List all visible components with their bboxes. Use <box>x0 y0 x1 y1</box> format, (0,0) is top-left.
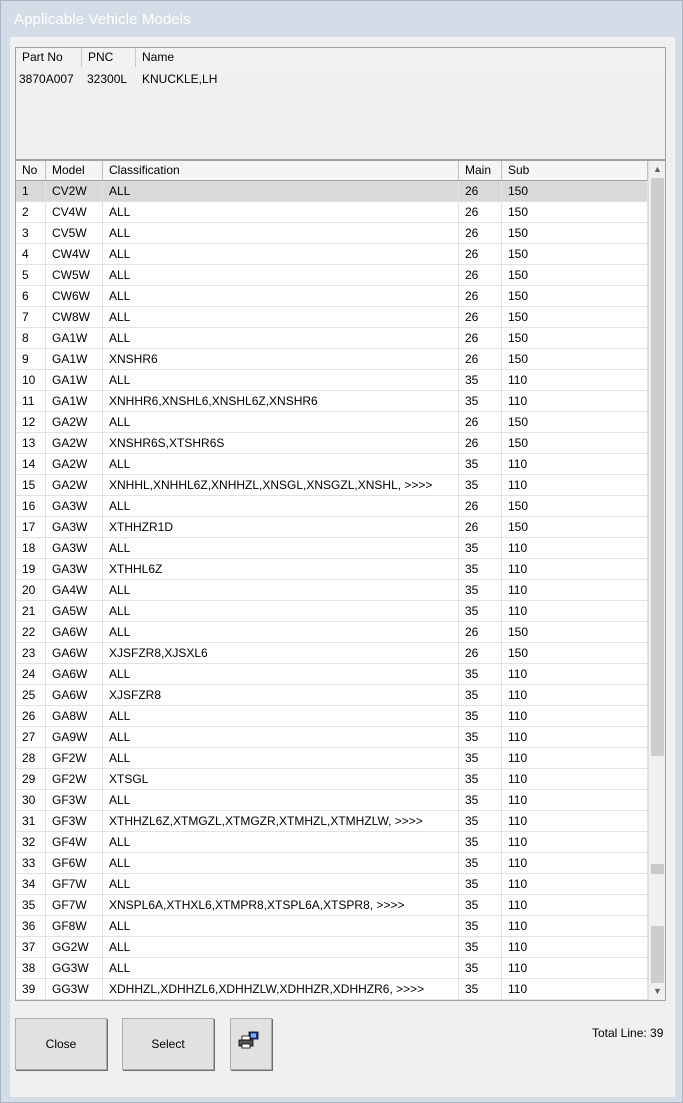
row-main-cell: 26 <box>459 622 502 642</box>
row-model-cell: GA3W <box>46 517 103 537</box>
row-main-cell: 35 <box>459 979 502 999</box>
table-row[interactable] <box>16 685 648 706</box>
row-main-cell: 35 <box>459 937 502 957</box>
row-sub-cell: 150 <box>502 349 648 369</box>
scrollbar-thumb[interactable] <box>651 178 664 756</box>
row-main-cell: 35 <box>459 832 502 852</box>
table-row[interactable] <box>16 370 648 391</box>
row-classification-cell: XNSHR6 <box>103 349 459 369</box>
row-classification-cell: ALL <box>103 454 459 474</box>
vertical-scrollbar[interactable] <box>648 161 665 1000</box>
row-no-cell: 27 <box>16 727 46 747</box>
row-model-cell: GG2W <box>46 937 103 957</box>
row-model-cell: GA1W <box>46 391 103 411</box>
table-row[interactable] <box>16 559 648 580</box>
row-model-cell: CW6W <box>46 286 103 306</box>
row-no-cell: 15 <box>16 475 46 495</box>
row-no-cell: 9 <box>16 349 46 369</box>
row-main-cell: 26 <box>459 433 502 453</box>
row-model-cell: GA3W <box>46 538 103 558</box>
row-no-cell: 14 <box>16 454 46 474</box>
row-no-cell: 30 <box>16 790 46 810</box>
row-sub-cell: 110 <box>502 832 648 852</box>
sub-column-header[interactable]: Sub <box>502 161 648 181</box>
table-row[interactable] <box>16 916 648 937</box>
part-no-value: 3870A007 <box>19 72 74 86</box>
row-sub-cell: 110 <box>502 685 648 705</box>
table-row[interactable] <box>16 328 648 349</box>
row-main-cell: 26 <box>459 244 502 264</box>
table-row[interactable] <box>16 874 648 895</box>
row-model-cell: GA6W <box>46 685 103 705</box>
table-row[interactable] <box>16 790 648 811</box>
row-no-cell: 20 <box>16 580 46 600</box>
table-row[interactable] <box>16 496 648 517</box>
row-main-cell: 26 <box>459 349 502 369</box>
row-no-cell: 18 <box>16 538 46 558</box>
row-sub-cell: 110 <box>502 958 648 978</box>
row-main-cell: 26 <box>459 286 502 306</box>
table-row[interactable] <box>16 727 648 748</box>
table-row[interactable] <box>16 223 648 244</box>
row-model-cell: GA6W <box>46 622 103 642</box>
row-classification-cell: XNSHR6S,XTSHR6S <box>103 433 459 453</box>
row-main-cell: 35 <box>459 790 502 810</box>
row-model-cell: GA1W <box>46 349 103 369</box>
table-row[interactable] <box>16 937 648 958</box>
row-no-cell: 33 <box>16 853 46 873</box>
row-main-cell: 35 <box>459 706 502 726</box>
row-model-cell: GA4W <box>46 580 103 600</box>
row-model-cell: GF2W <box>46 769 103 789</box>
table-row[interactable] <box>16 286 648 307</box>
row-main-cell: 26 <box>459 181 502 201</box>
part-name-value: KNUCKLE,LH <box>142 72 218 86</box>
row-sub-cell: 110 <box>502 454 648 474</box>
row-model-cell: GA3W <box>46 496 103 516</box>
row-classification-cell: ALL <box>103 370 459 390</box>
row-classification-cell: ALL <box>103 937 459 957</box>
row-main-cell: 26 <box>459 223 502 243</box>
row-classification-cell: ALL <box>103 580 459 600</box>
row-classification-cell: XDHHZL,XDHHZL6,XDHHZLW,XDHHZR,XDHHZR6, >>>> <box>103 979 459 999</box>
row-main-cell: 26 <box>459 517 502 537</box>
table-row[interactable] <box>16 706 648 727</box>
dialog-client-area <box>10 37 675 1097</box>
table-row[interactable] <box>16 538 648 559</box>
row-classification-cell: ALL <box>103 202 459 222</box>
table-row[interactable] <box>16 601 648 622</box>
row-no-cell: 24 <box>16 664 46 684</box>
row-main-cell: 35 <box>459 874 502 894</box>
row-main-cell: 35 <box>459 895 502 915</box>
row-model-cell: GF7W <box>46 895 103 915</box>
row-sub-cell: 110 <box>502 727 648 747</box>
row-classification-cell: ALL <box>103 832 459 852</box>
row-main-cell: 35 <box>459 370 502 390</box>
row-main-cell: 35 <box>459 391 502 411</box>
window-title: Applicable Vehicle Models <box>14 11 191 28</box>
row-model-cell: GF8W <box>46 916 103 936</box>
row-classification-cell: ALL <box>103 958 459 978</box>
row-classification-cell: ALL <box>103 601 459 621</box>
print-button[interactable] <box>230 1018 272 1070</box>
table-row[interactable] <box>16 643 648 664</box>
row-sub-cell: 110 <box>502 874 648 894</box>
row-sub-cell: 110 <box>502 601 648 621</box>
row-classification-cell: XNHHL,XNHHL6Z,XNHHZL,XNSGL,XNSGZL,XNSHL, >>>> <box>103 475 459 495</box>
row-no-cell: 17 <box>16 517 46 537</box>
row-no-cell: 37 <box>16 937 46 957</box>
table-row[interactable] <box>16 454 648 475</box>
title-bar[interactable] <box>2 2 681 31</box>
row-main-cell: 35 <box>459 748 502 768</box>
row-classification-cell: ALL <box>103 916 459 936</box>
row-no-cell: 4 <box>16 244 46 264</box>
table-row[interactable] <box>16 202 648 223</box>
row-main-cell: 35 <box>459 580 502 600</box>
row-no-cell: 36 <box>16 916 46 936</box>
row-main-cell: 35 <box>459 559 502 579</box>
row-sub-cell: 110 <box>502 370 648 390</box>
row-main-cell: 26 <box>459 643 502 663</box>
row-sub-cell: 110 <box>502 769 648 789</box>
table-row[interactable] <box>16 391 648 412</box>
row-sub-cell: 110 <box>502 937 648 957</box>
pnc-column-header[interactable]: PNC <box>82 48 136 67</box>
row-model-cell: GG3W <box>46 979 103 999</box>
row-sub-cell: 110 <box>502 559 648 579</box>
row-model-cell: GA2W <box>46 412 103 432</box>
row-classification-cell: XNHHR6,XNSHL6,XNSHL6Z,XNSHR6 <box>103 391 459 411</box>
row-sub-cell: 150 <box>502 328 648 348</box>
table-row[interactable] <box>16 475 648 496</box>
row-no-cell: 12 <box>16 412 46 432</box>
row-model-cell: GA6W <box>46 664 103 684</box>
table-row[interactable] <box>16 664 648 685</box>
row-main-cell: 26 <box>459 265 502 285</box>
row-model-cell: CV2W <box>46 181 103 201</box>
row-model-cell: CW4W <box>46 244 103 264</box>
row-classification-cell: ALL <box>103 748 459 768</box>
row-main-cell: 35 <box>459 454 502 474</box>
row-no-cell: 3 <box>16 223 46 243</box>
row-sub-cell: 110 <box>502 664 648 684</box>
row-sub-cell: 110 <box>502 811 648 831</box>
row-sub-cell: 150 <box>502 412 648 432</box>
row-sub-cell: 110 <box>502 475 648 495</box>
table-row[interactable] <box>16 433 648 454</box>
row-no-cell: 32 <box>16 832 46 852</box>
row-classification-cell: XTSGL <box>103 769 459 789</box>
row-model-cell: CV4W <box>46 202 103 222</box>
row-model-cell: GA1W <box>46 328 103 348</box>
row-sub-cell: 110 <box>502 706 648 726</box>
row-classification-cell: XNSPL6A,XTHXL6,XTMPR8,XTSPL6A,XTSPR8, >>>> <box>103 895 459 915</box>
row-classification-cell: ALL <box>103 727 459 747</box>
row-sub-cell: 110 <box>502 538 648 558</box>
row-classification-cell: ALL <box>103 496 459 516</box>
name-column-header[interactable]: Name <box>136 48 665 67</box>
row-main-cell: 35 <box>459 769 502 789</box>
row-classification-cell: ALL <box>103 853 459 873</box>
row-model-cell: GA6W <box>46 643 103 663</box>
row-main-cell: 26 <box>459 496 502 516</box>
row-model-cell: CV5W <box>46 223 103 243</box>
row-main-cell: 35 <box>459 538 502 558</box>
row-no-cell: 39 <box>16 979 46 999</box>
pnc-value: 32300L <box>87 72 128 86</box>
table-row[interactable] <box>16 349 648 370</box>
row-main-cell: 35 <box>459 685 502 705</box>
row-model-cell: GF6W <box>46 853 103 873</box>
row-model-cell: CW8W <box>46 307 103 327</box>
row-main-cell: 35 <box>459 475 502 495</box>
row-no-cell: 13 <box>16 433 46 453</box>
table-row[interactable] <box>16 958 648 979</box>
row-main-cell: 35 <box>459 811 502 831</box>
table-row[interactable] <box>16 853 648 874</box>
row-sub-cell: 110 <box>502 916 648 936</box>
row-classification-cell: ALL <box>103 265 459 285</box>
row-main-cell: 35 <box>459 958 502 978</box>
row-sub-cell: 150 <box>502 244 648 264</box>
table-row[interactable] <box>16 832 648 853</box>
row-sub-cell: 150 <box>502 202 648 222</box>
table-row[interactable] <box>16 769 648 790</box>
table-row[interactable] <box>16 265 648 286</box>
row-model-cell: GA9W <box>46 727 103 747</box>
row-sub-cell: 110 <box>502 790 648 810</box>
row-no-cell: 5 <box>16 265 46 285</box>
table-row[interactable] <box>16 748 648 769</box>
row-main-cell: 35 <box>459 727 502 747</box>
row-no-cell: 8 <box>16 328 46 348</box>
row-classification-cell: ALL <box>103 223 459 243</box>
vehicle-models-grid <box>15 160 666 1001</box>
row-no-cell: 28 <box>16 748 46 768</box>
row-model-cell: GA3W <box>46 559 103 579</box>
row-sub-cell: 150 <box>502 643 648 663</box>
row-sub-cell: 110 <box>502 853 648 873</box>
table-row[interactable] <box>16 622 648 643</box>
main-column-header[interactable]: Main <box>459 161 502 181</box>
row-classification-cell: XTHHZL6Z,XTMGZL,XTMGZR,XTMHZL,XTMHZLW, >>>> <box>103 811 459 831</box>
no-column-header[interactable]: No <box>16 161 46 181</box>
row-sub-cell: 150 <box>502 286 648 306</box>
row-no-cell: 2 <box>16 202 46 222</box>
row-sub-cell: 110 <box>502 748 648 768</box>
row-main-cell: 35 <box>459 916 502 936</box>
row-sub-cell: 150 <box>502 496 648 516</box>
row-sub-cell: 150 <box>502 265 648 285</box>
row-sub-cell: 150 <box>502 307 648 327</box>
table-row[interactable] <box>16 580 648 601</box>
table-row[interactable] <box>16 811 648 832</box>
row-classification-cell: XJSFZR8,XJSXL6 <box>103 643 459 663</box>
row-model-cell: GF4W <box>46 832 103 852</box>
row-no-cell: 22 <box>16 622 46 642</box>
row-model-cell: GG3W <box>46 958 103 978</box>
row-no-cell: 35 <box>16 895 46 915</box>
row-classification-cell: ALL <box>103 328 459 348</box>
part-no-column-header[interactable]: Part No <box>16 48 82 67</box>
row-sub-cell: 150 <box>502 223 648 243</box>
row-classification-cell: ALL <box>103 664 459 684</box>
printer-icon <box>238 1031 260 1049</box>
row-model-cell: GA5W <box>46 601 103 621</box>
row-classification-cell: ALL <box>103 790 459 810</box>
row-no-cell: 38 <box>16 958 46 978</box>
row-classification-cell: XTHHZR1D <box>103 517 459 537</box>
row-no-cell: 7 <box>16 307 46 327</box>
row-no-cell: 6 <box>16 286 46 306</box>
row-main-cell: 35 <box>459 853 502 873</box>
row-model-cell: GA2W <box>46 433 103 453</box>
row-no-cell: 23 <box>16 643 46 663</box>
row-classification-cell: ALL <box>103 181 459 201</box>
row-main-cell: 35 <box>459 601 502 621</box>
table-row[interactable] <box>16 412 648 433</box>
model-column-header[interactable]: Model <box>46 161 103 181</box>
row-main-cell: 26 <box>459 307 502 327</box>
row-no-cell: 29 <box>16 769 46 789</box>
scroll-down-arrow-icon[interactable]: ▼ <box>653 986 662 996</box>
row-classification-cell: ALL <box>103 307 459 327</box>
part-info-list <box>15 47 666 160</box>
row-no-cell: 25 <box>16 685 46 705</box>
row-no-cell: 21 <box>16 601 46 621</box>
part-info-header <box>16 48 665 67</box>
table-row[interactable] <box>16 181 648 202</box>
row-sub-cell: 110 <box>502 391 648 411</box>
row-classification-cell: XJSFZR8 <box>103 685 459 705</box>
row-main-cell: 35 <box>459 664 502 684</box>
row-sub-cell: 150 <box>502 181 648 201</box>
row-classification-cell: ALL <box>103 706 459 726</box>
row-model-cell: GF2W <box>46 748 103 768</box>
scroll-up-arrow-icon[interactable]: ▲ <box>653 164 662 174</box>
row-main-cell: 26 <box>459 328 502 348</box>
row-main-cell: 26 <box>459 202 502 222</box>
row-classification-cell: ALL <box>103 244 459 264</box>
row-classification-cell: XTHHL6Z <box>103 559 459 579</box>
row-model-cell: GA2W <box>46 454 103 474</box>
row-no-cell: 11 <box>16 391 46 411</box>
total-line-label: Total Line: 39 <box>592 1026 664 1040</box>
row-classification-cell: ALL <box>103 622 459 642</box>
row-classification-cell: ALL <box>103 412 459 432</box>
row-model-cell: GA1W <box>46 370 103 390</box>
row-model-cell: GA8W <box>46 706 103 726</box>
scrollbar-track-marker <box>651 864 664 874</box>
close-button[interactable]: Close <box>15 1018 107 1070</box>
row-model-cell: GF3W <box>46 790 103 810</box>
row-no-cell: 34 <box>16 874 46 894</box>
row-model-cell: CW5W <box>46 265 103 285</box>
row-model-cell: GA2W <box>46 475 103 495</box>
row-sub-cell: 150 <box>502 622 648 642</box>
row-sub-cell: 110 <box>502 580 648 600</box>
table-row[interactable] <box>16 244 648 265</box>
row-sub-cell: 110 <box>502 895 648 915</box>
row-sub-cell: 110 <box>502 979 648 999</box>
scrollbar-lower-segment[interactable] <box>651 926 664 983</box>
table-row[interactable] <box>16 307 648 328</box>
row-no-cell: 10 <box>16 370 46 390</box>
grid-header <box>16 161 648 181</box>
row-sub-cell: 150 <box>502 517 648 537</box>
select-button[interactable]: Select <box>122 1018 214 1070</box>
row-classification-cell: ALL <box>103 874 459 894</box>
row-no-cell: 1 <box>16 181 46 201</box>
row-model-cell: GF3W <box>46 811 103 831</box>
row-main-cell: 26 <box>459 412 502 432</box>
row-classification-cell: ALL <box>103 538 459 558</box>
classification-column-header[interactable]: Classification <box>103 161 459 181</box>
row-no-cell: 16 <box>16 496 46 516</box>
table-row[interactable] <box>16 517 648 538</box>
row-no-cell: 19 <box>16 559 46 579</box>
row-no-cell: 26 <box>16 706 46 726</box>
row-sub-cell: 150 <box>502 433 648 453</box>
row-no-cell: 31 <box>16 811 46 831</box>
row-classification-cell: ALL <box>103 286 459 306</box>
table-row[interactable] <box>16 895 648 916</box>
table-row[interactable] <box>16 979 648 1000</box>
row-model-cell: GF7W <box>46 874 103 894</box>
